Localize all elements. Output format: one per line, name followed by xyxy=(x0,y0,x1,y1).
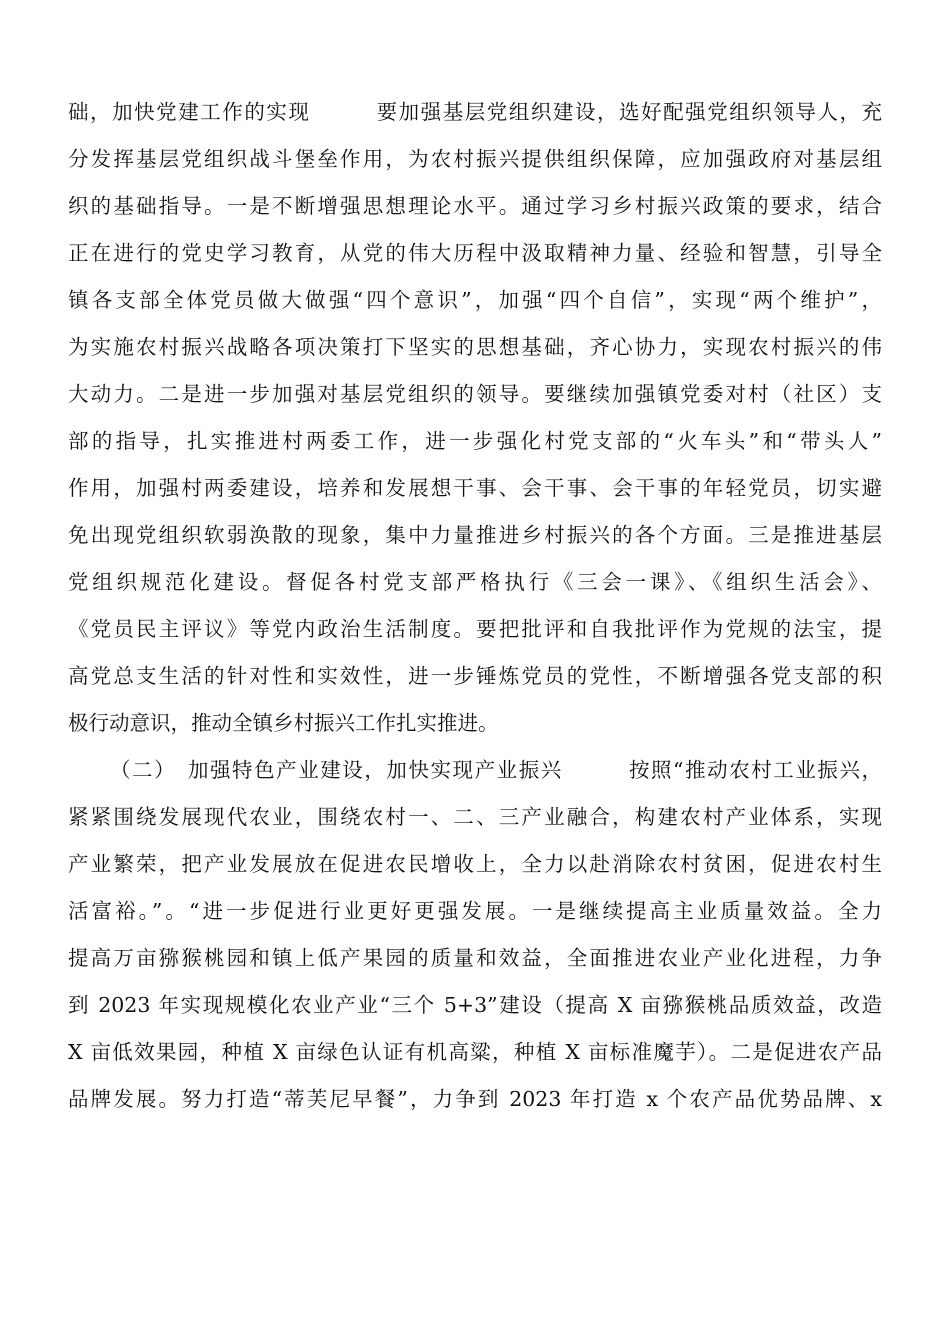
text-line: 到 2023 年实现规模化农业产业“三个 5+3”建设（提高 X 亩猕猴桃品质效益，改造 xyxy=(68,993,882,1017)
text-line: 大动力。二是进一步加强对基层党组织的领导。要继续加强镇党委对村（社区）支 xyxy=(68,382,882,406)
text-line: X 亩低效果园，种植 X 亩绿色认证有机高粱，种植 X 亩标准魔芋）。二是促进农产品 xyxy=(68,1040,882,1064)
text-line: 活富裕。”。“进一步促进行业更好更强发展。一是继续提高主业质量效益。全力 xyxy=(68,899,882,923)
text-line: 织的基础指导。一是不断增强思想理论水平。通过学习乡村振兴政策的要求，结合 xyxy=(68,194,882,218)
text-line: 镇各支部全体党员做大做强“四个意识”，加强“四个自信”，实现“两个维护”， xyxy=(68,288,882,312)
text-line: 为实施农村振兴战略各项决策打下坚实的思想基础，齐心协力，实现农村振兴的伟 xyxy=(68,335,882,359)
text-line: 极行动意识，推动全镇乡村振兴工作扎实推进。 xyxy=(68,711,499,735)
text-line: 分发挥基层党组织战斗堡垒作用，为农村振兴提供组织保障，应加强政府对基层组 xyxy=(68,147,882,171)
text-line: 党组织规范化建设。督促各村党支部严格执行《三会一课》、《组织生活会》、 xyxy=(68,570,882,594)
text-line: 高党总支生活的针对性和实效性，进一步锤炼党员的党性，不断增强各党支部的积 xyxy=(68,664,882,688)
text-line: 作用，加强村两委建设，培养和发展想干事、会干事、会干事的年轻党员，切实避 xyxy=(68,476,882,500)
section-heading-line: （二） 加强特色产业建设，加快实现产业振兴 按照“推动农村工业振兴， xyxy=(110,758,882,782)
text-line: 础，加快党建工作的实现 要加强基层党组织建设，选好配强党组织领导人，充 xyxy=(68,100,882,124)
text-line: 免出现党组织软弱涣散的现象，集中力量推进乡村振兴的各个方面。三是推进基层 xyxy=(68,523,882,547)
text-line: 正在进行的党史学习教育，从党的伟大历程中汲取精神力量、经验和智慧，引导全 xyxy=(68,241,882,265)
text-line: 紧紧围绕发展现代农业，围绕农村一、二、三产业融合，构建农村产业体系，实现 xyxy=(68,805,882,829)
text-line: 部的指导，扎实推进村两委工作，进一步强化村党支部的“火车头”和“带头人” xyxy=(68,429,882,453)
text-line: 提高万亩猕猴桃园和镇上低产果园的质量和效益，全面推进农业产业化进程，力争 xyxy=(68,946,882,970)
text-line: 《党员民主评议》等党内政治生活制度。要把批评和自我批评作为党规的法宝，提 xyxy=(68,617,882,641)
text-line: 品牌发展。努力打造“蒂芙尼早餐”，力争到 2023 年打造 x 个农产品优势品牌、x xyxy=(68,1087,882,1111)
text-line: 产业繁荣，把产业发展放在促进农民增收上，全力以赴消除农村贫困，促进农村生 xyxy=(68,852,882,876)
